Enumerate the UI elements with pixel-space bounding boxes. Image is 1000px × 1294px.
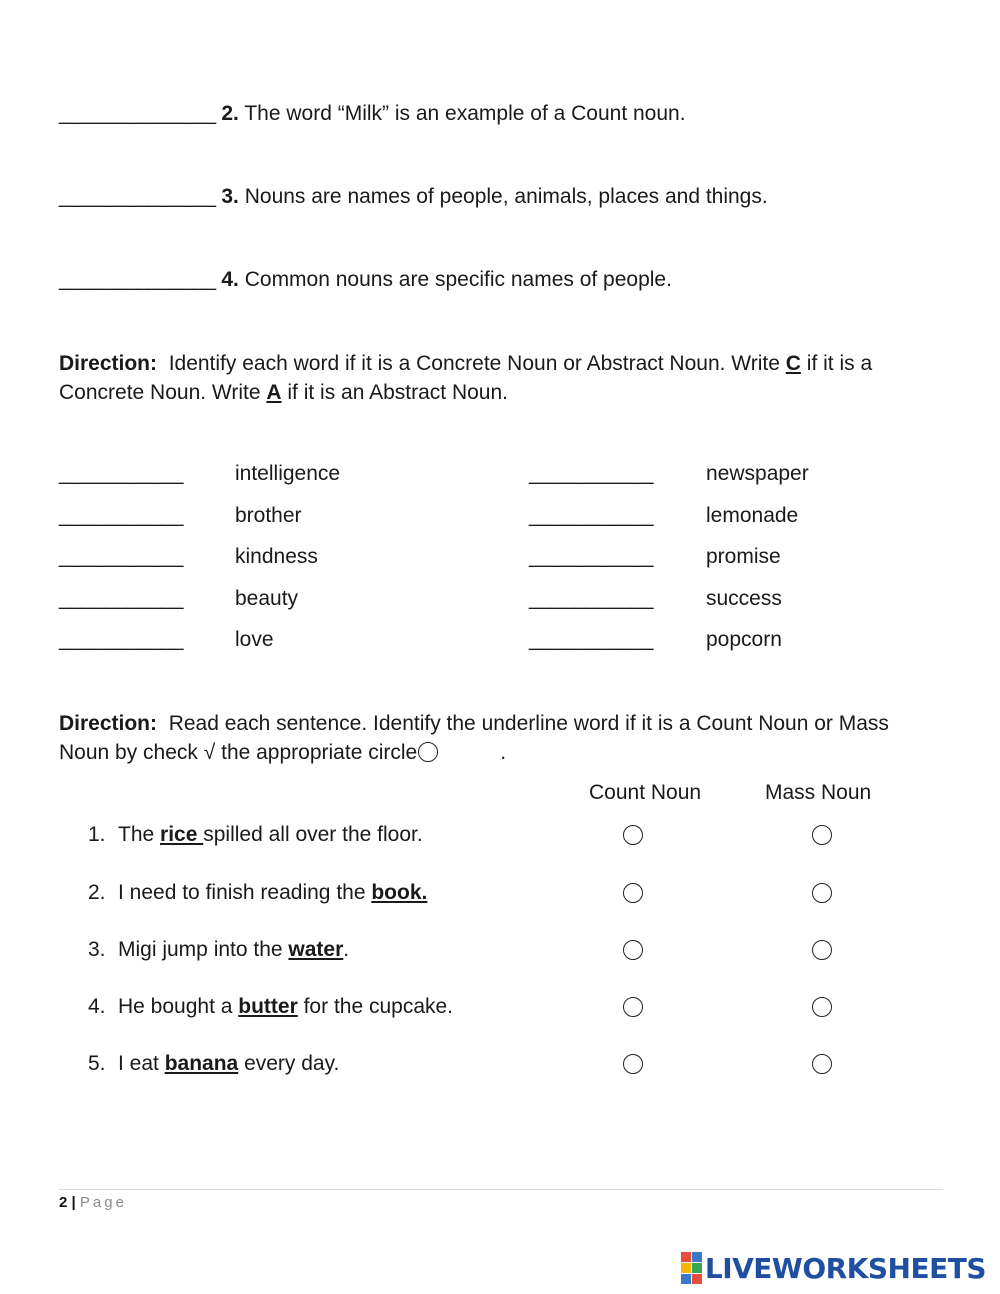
logo-icon: [681, 1252, 702, 1284]
answer-blank[interactable]: ______________: [59, 102, 216, 125]
circle-icon: [418, 742, 438, 762]
sentence-post: every day.: [238, 1052, 340, 1075]
sentence-item: [88, 1051, 339, 1077]
sentence-post: .: [343, 938, 350, 961]
direction-count-mass: [59, 709, 939, 767]
direction-label: Direction:: [59, 712, 158, 735]
word-success: success: [706, 587, 782, 610]
answer-blank[interactable]: ___________: [529, 628, 654, 651]
answer-blank[interactable]: ___________: [59, 545, 184, 568]
answer-blank[interactable]: ___________: [59, 462, 184, 485]
direction-text-mid: if it is a Concrete Noun. Write: [59, 352, 873, 404]
tf-item: [59, 184, 768, 210]
sentence-pre: The: [118, 823, 161, 846]
word-kindness: kindness: [235, 545, 318, 568]
sentence-post: for the cupcake.: [297, 995, 454, 1018]
mass-noun-radio[interactable]: [812, 883, 832, 903]
word-beauty: beauty: [235, 587, 299, 610]
footer-divider: [59, 1189, 943, 1190]
page-label: Page: [79, 1194, 127, 1211]
answer-blank[interactable]: ______________: [59, 268, 216, 291]
direction-letter-c: C: [785, 352, 801, 375]
word-promise: promise: [706, 545, 781, 568]
sentence-item: [88, 937, 349, 963]
direction-letter-a: A: [266, 381, 282, 404]
answer-blank[interactable]: ______________: [59, 185, 216, 208]
sentence-number: 3.: [88, 938, 106, 961]
answer-blank[interactable]: ___________: [529, 504, 654, 527]
answer-blank[interactable]: ___________: [59, 587, 184, 610]
item-number: 4.: [221, 268, 239, 291]
word-newspaper: newspaper: [706, 462, 809, 485]
answer-blank[interactable]: ___________: [529, 587, 654, 610]
item-number: 3.: [221, 185, 239, 208]
count-noun-radio[interactable]: [623, 825, 643, 845]
answer-blank[interactable]: ___________: [59, 504, 184, 527]
sentence-pre: I need to finish reading the: [118, 881, 372, 904]
answer-blank[interactable]: ___________: [529, 462, 654, 485]
item-text: The word “Milk” is an example of a Count noun.: [244, 102, 686, 125]
item-number: 2.: [221, 102, 239, 125]
direction-text-pre: Identify each word if it is a Concrete Noun or Abstract Noun. Write: [168, 352, 780, 375]
word-intelligence: intelligence: [235, 462, 341, 485]
column-header-mass-noun: Mass Noun: [765, 781, 872, 804]
mass-noun-radio[interactable]: [812, 997, 832, 1017]
sentence-number: 4.: [88, 995, 106, 1018]
mass-noun-radio[interactable]: [812, 825, 832, 845]
underlined-word: rice: [160, 823, 204, 846]
sentence-item: [88, 994, 453, 1020]
item-text: Nouns are names of people, animals, places and things.: [244, 185, 768, 208]
mass-noun-radio[interactable]: [812, 1054, 832, 1074]
count-noun-radio[interactable]: [623, 997, 643, 1017]
underlined-word: butter: [238, 995, 298, 1018]
direction-text: Read each sentence. Identify the underline word if it is a Count Noun or Mass Noun by check √ the appropriate circle: [59, 712, 889, 764]
column-header-count-noun: Count Noun: [589, 781, 702, 804]
sentence-pre: I eat: [118, 1052, 165, 1075]
count-noun-radio[interactable]: [623, 1054, 643, 1074]
word-brother: brother: [235, 504, 302, 527]
underlined-word: water: [288, 938, 344, 961]
page-number: 2 |: [59, 1194, 76, 1211]
direction-tail: .: [500, 741, 507, 764]
direction-label: Direction:: [59, 352, 158, 375]
direction-text-post: if it is an Abstract Noun.: [287, 381, 508, 404]
logo-text: LIVEWORKSHEETS: [704, 1251, 986, 1285]
word-lemonade: lemonade: [706, 504, 799, 527]
count-noun-radio[interactable]: [623, 940, 643, 960]
liveworksheets-logo: [681, 1252, 986, 1284]
page-footer: [59, 1193, 127, 1213]
word-love: love: [235, 628, 274, 651]
word-popcorn: popcorn: [706, 628, 782, 651]
direction-concrete-abstract: [59, 349, 939, 407]
sentence-pre: Migi jump into the: [118, 938, 289, 961]
sentence-post: spilled all over the floor.: [203, 823, 423, 846]
tf-item: [59, 101, 686, 127]
item-text: Common nouns are specific names of people.: [244, 268, 672, 291]
sentence-item: [88, 822, 423, 848]
sentence-number: 1.: [88, 823, 106, 846]
sentence-item: [88, 880, 427, 906]
sentence-number: 2.: [88, 881, 106, 904]
tf-item: [59, 267, 672, 293]
underlined-word: banana: [164, 1052, 239, 1075]
sentence-pre: He bought a: [118, 995, 239, 1018]
count-noun-radio[interactable]: [623, 883, 643, 903]
sentence-number: 5.: [88, 1052, 106, 1075]
underlined-word: book.: [371, 881, 428, 904]
answer-blank[interactable]: ___________: [59, 628, 184, 651]
answer-blank[interactable]: ___________: [529, 545, 654, 568]
mass-noun-radio[interactable]: [812, 940, 832, 960]
